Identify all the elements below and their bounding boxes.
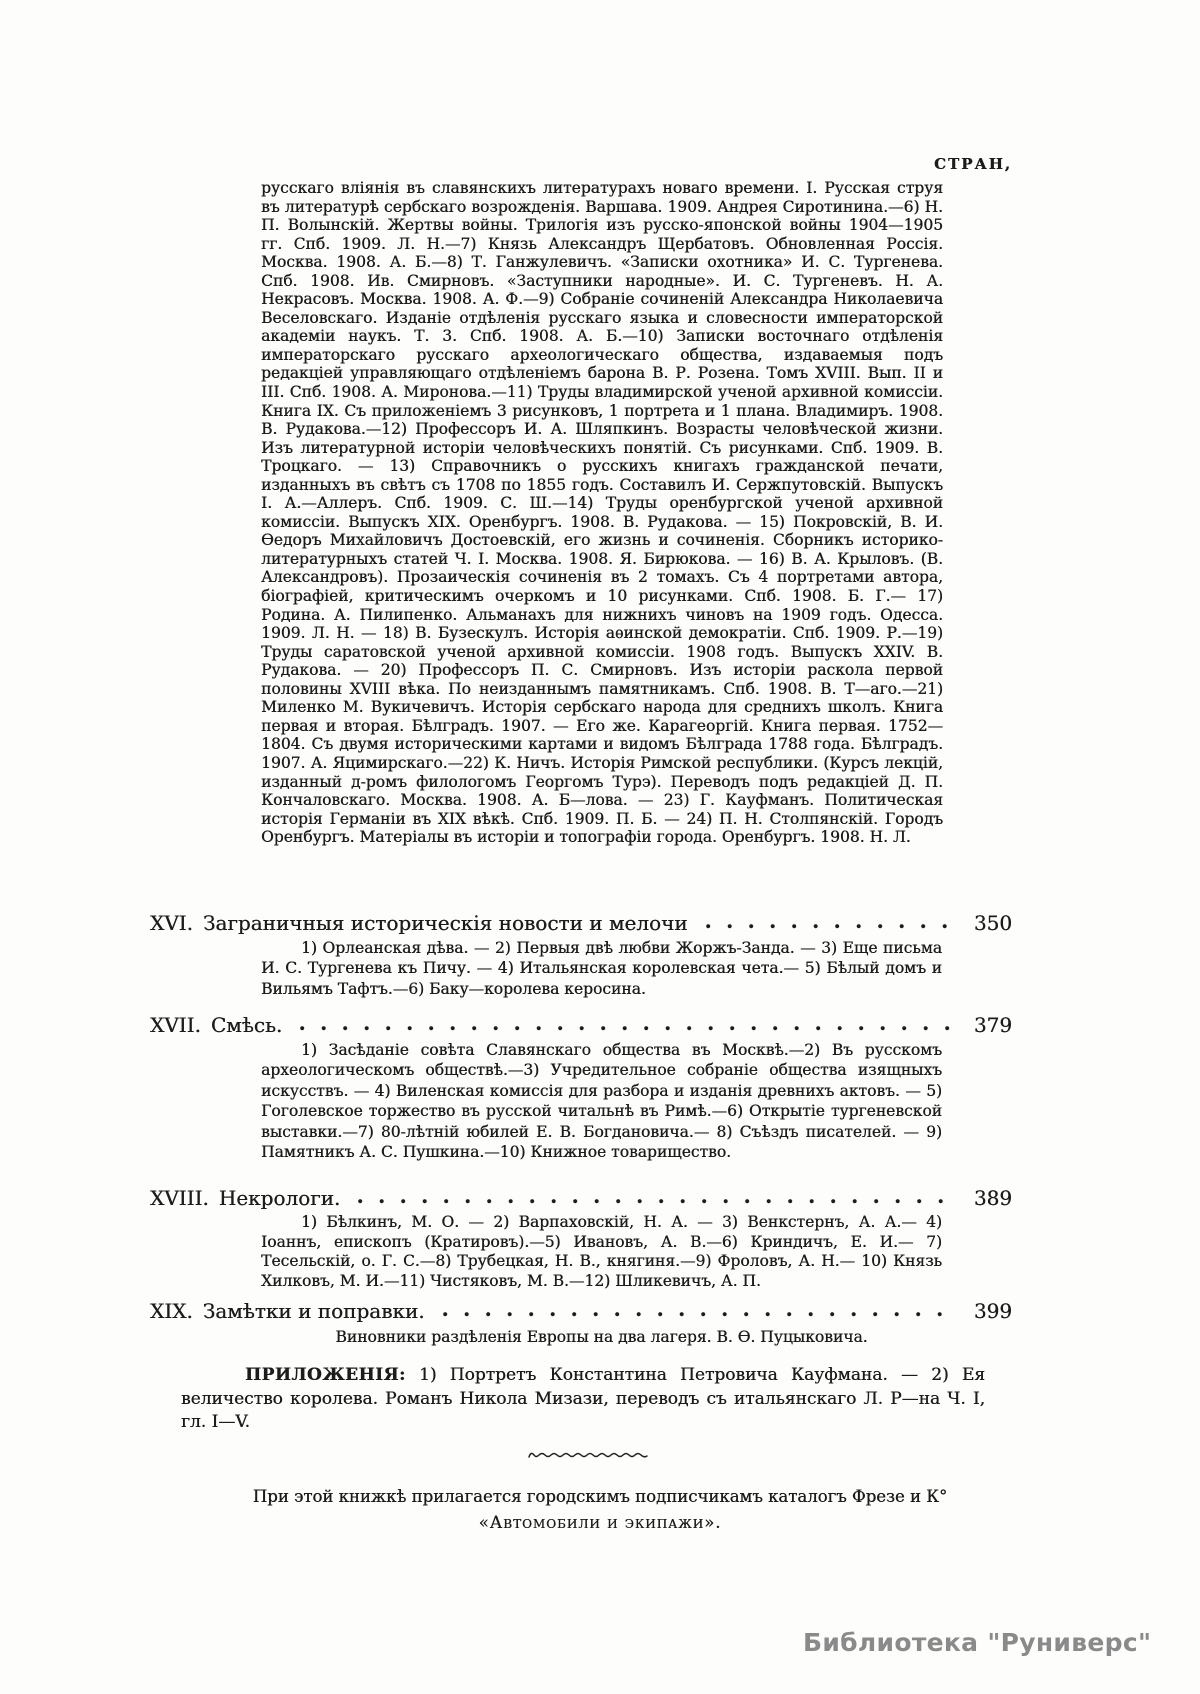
bibliography-continuation-paragraph: русскаго вліянія въ славянскихъ литературахъ новаго времени. I. Русская струя въ литературѣ сербскаго возрожденія. Варшава. 1909. Андрея Сиротинина.—6) Н. П. Волынскій. Жертвы войны. Трилогія изъ русско-японской войны 1904—1905 гг. Спб. 1909. Л. Н.—7) Князь Александръ Щербатовъ. Обновленная Россія. Москва. 1908. А. Б.—8) Т. Ганжулевичъ. «Записки охотника» И. С. Тургенева. Спб. 1908. Ив. Смирновъ. «Заступники народные». И. С. Тургеневъ. Н. А. Некрасовъ. Москва. 1908. А. Ф.—9) Собраніе сочиненій Александра Николаевича Веселовскаго. Изданіе отдѣленія русскаго языка и словесности императорской академіи наукъ. Т. 3. Спб. 1908. А. Б.—10) Записки восточнаго отдѣленія императорскаго русскаго археологическаго общества, издаваемыя подъ редакціей управляющаго отдѣленіемъ барона В. Р. Розена. Томъ XVIII. Вып. II и III. Спб. 1908. А. Миронова.—11) Труды владимирской ученой архивной комиссіи. Книга IX. Съ приложеніемъ 3 рисунковъ, 1 портрета и 1 плана. Владимиръ. 1908. В. Рудакова.—12) Профессоръ И. А. Шляпкинъ. Возрасты человѣческой жизни. Изъ литературной исторіи человѣческихъ понятій. Съ рисунками. Спб. 1909. В. Троцкаго. — 13) Справочникъ о русскихъ книгахъ гражданской печати, изданныхъ въ свѣтъ съ 1708 по 1855 годъ. Составилъ И. Сержпутовскій. Выпускъ I. А.—Аллеръ. Спб. 1909. С. Ш.—14) Труды оренбургской ученой архивной комиссіи. Выпускъ XIX. Оренбургъ. 1908. В. Рудакова. — 15) Покровскій, В. И. Ѳедоръ Михайловичъ Достоевскій, его жизнь и сочиненія. Сборникъ историко-литературныхъ статей Ч. I. Москва. 1908. Я. Бирюкова. — 16) В. А. Крыловъ. (В. Александровъ). Прозаическія сочиненія въ 2 томахъ. Съ 4 портретами автора, біографіей, критическимъ очеркомъ и 10 рисунками. Спб. 1908. Б. Г.— 17) Родина. А. Пилипенко. Альманахъ для нижнихъ чиновъ на 1909 годъ. Одесса. 1909. Л. Н. — 18) В. Бузескулъ. Исторія аѳинской демократіи. Спб. 1909. Р.—19) Труды саратовской ученой архивной комиссіи. 1908 годъ. Выпускъ XXIV. В. Рудакова. — 20) Профессоръ П. С. Смирновъ. Изъ исторіи раскола первой половины XVIII вѣка. По неизданнымъ памятникамъ. Спб. 1908. В. Т—аго.—21) Миленко М. Вукичевичъ. Исторія сербскаго народа для среднихъ школъ. Книга первая и вторая. Бѣлградъ. 1907. — Его же. Карагеоргій. Книга первая. 1752—1804. Съ двумя историческими картами и видомъ Бѣлграда 1788 года. Бѣлградъ. 1907. А. Яцимирскаго.—22) К. Ничъ. Исторія Римской республики. (Курсъ лекцій, изданный д-ромъ филологомъ Георгомъ Турэ). Переводъ подъ редакціей Д. П. Кончаловскаго. Москва. 1908. А. Б—лова. — 23) Г. Кауфманъ. Политическая исторія Германіи въ XIX вѣкѣ. Спб. 1909. П. Б. — 24) П. Н. Столпянскій. Городъ Оренбургъ. Матеріалы въ исторіи и топографіи города. Оренбургъ. 1908. Н. Л.: [261, 179, 943, 847]
publisher-notice-line1: При этой книжкѣ прилагается городскимъ подписчикамъ каталогъ Фрезе и К°: [252, 1487, 948, 1506]
library-watermark: Библиотека "Руниверс": [803, 1628, 1152, 1657]
section-details-xviii: 1) Бѣлкинъ, М. О. — 2) Варпаховскій, Н. А. — 3) Венкстернъ, А. А.— 4) Іоаннъ, епископъ (Кратировъ).—5) Ивановъ, А. В.—6) Криндичъ, Е. И.— 7) Тесельскій, о. Г. С.—8) Трубецкая, Н. В., княгиня.—9) Фроловъ, А. Н.— 10) Князь Хилковъ, М. И.—11) Чистяковъ, М. В.—12) Шликевичъ, А. П.: [261, 1213, 942, 1291]
running-head-pages-label: СТРАН,: [934, 155, 1012, 173]
section-numeral: XIX.: [150, 1299, 193, 1323]
toc-section-row-xvii: [150, 1012, 1012, 1038]
section-numeral: XVI.: [150, 911, 193, 935]
dots-leader: [443, 1312, 952, 1317]
section-title: Замѣтки и поправки.: [202, 1299, 425, 1323]
section-title: Заграничныя историческія новости и мелочи: [202, 911, 688, 935]
dots-leader: [706, 924, 952, 929]
section-page-number: 379: [973, 1013, 1012, 1037]
section-page-number: 399: [973, 1299, 1012, 1323]
dots-leader: [300, 1026, 952, 1031]
appendix-text: 1) Портретъ Константина Петровича Кауфмана. — 2) Ея величество королева. Романъ Никола Мизази, переводъ съ итальянскаго Л. Р—на Ч. I, гл. I—V.: [181, 1365, 985, 1433]
squiggle-divider: [527, 1449, 649, 1461]
section-details-xvii: 1) Засѣданіе совѣта Славянскаго общества въ Москвѣ.—2) Въ русскомъ археологическомъ обществѣ.—3) Учредительное собраніе общества изящныхъ искусствъ. — 4) Виленская комиссія для разбора и изданія древнихъ актовъ. — 5) Гоголевское торжество въ русской читальнѣ въ Римѣ.—6) Открытіе тургеневской выставки.—7) 80-лѣтній юбилей Е. В. Богдановича.— 8) Съѣздъ писателей. — 9) Памятникъ А. С. Пушкина.—10) Книжное товарищество.: [261, 1041, 942, 1162]
section-details-xix: Виновники раздѣленія Европы на два лагеря. В. Ѳ. Пуцыковича.: [335, 1328, 868, 1346]
section-page-number: 389: [973, 1186, 1012, 1210]
publisher-notice-line2: «Автомобили и экипажи».: [478, 1513, 722, 1532]
toc-section-row-xvi: [150, 910, 1012, 936]
appendix-label: ПРИЛОЖЕНІЯ:: [245, 1365, 406, 1385]
section-page-number: 350: [973, 911, 1012, 935]
section-title: Некрологи.: [218, 1186, 341, 1210]
section-details-xvi: 1) Орлеанская дѣва. — 2) Первыя двѣ любви Жоржъ-Занда. — 3) Еще письма И. С. Тургенева къ Пичу. — 4) Итальянская королевская чета.— 5) Бѣлый домъ и Вильямъ Тафтъ.—6) Баку—королева керосина.: [261, 939, 942, 998]
section-title: Смѣсь.: [210, 1013, 283, 1037]
section-numeral: XVIII.: [150, 1186, 209, 1210]
dots-leader: [358, 1199, 952, 1204]
appendix-paragraph: [181, 1364, 985, 1435]
toc-section-row-xviii: [150, 1185, 1012, 1211]
toc-section-row-xix: [150, 1298, 1012, 1324]
section-numeral: XVII.: [150, 1013, 201, 1037]
